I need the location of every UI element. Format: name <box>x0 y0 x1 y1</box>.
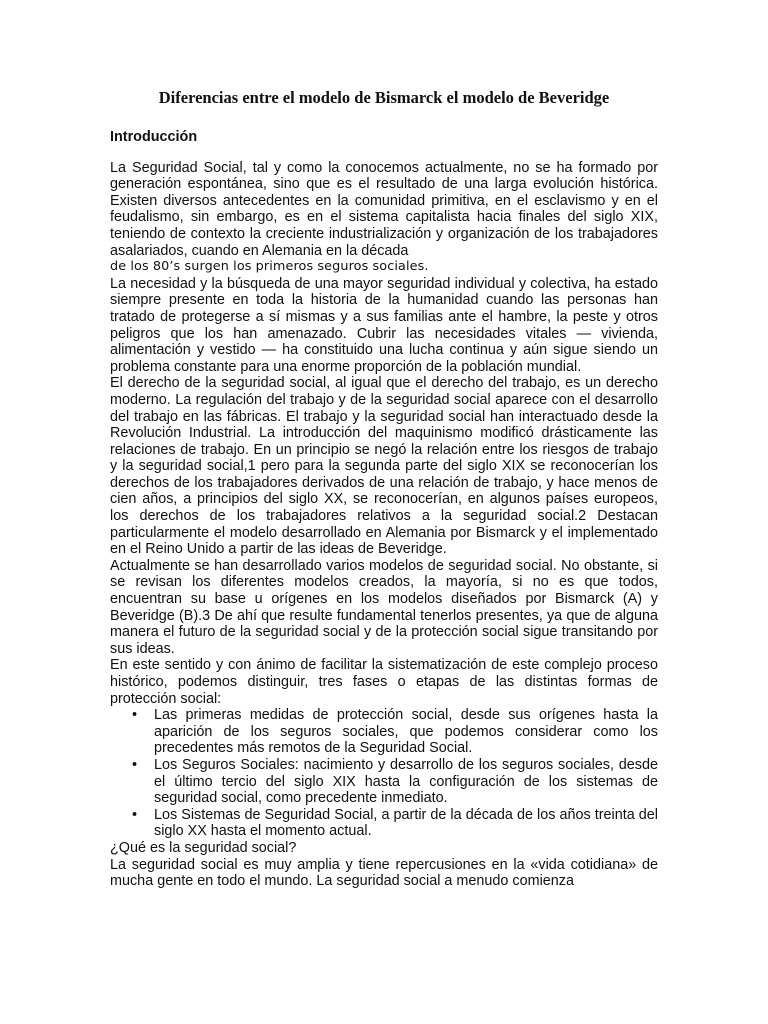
paragraph-definition: La seguridad social es muy amplia y tiene repercusiones en la «vida cotidiana» de mucha gente en todo el mundo. La seguridad social a menudo comienza <box>110 856 658 890</box>
paragraph-models: Actualmente se han desarrollado varios modelos de seguridad social. No obstante, si se revisan los diferentes modelos creados, la mayoría, si no es que todos, encuentran su base u orígenes en los modelos diseñados por Bismarck (A) y Beveridge (B).3 De ahí que resulte fundamental tenerlos presentes, ya que de alguna manera el futuro de la seguridad social y de la protección social sigue transitando por sus ideas. <box>110 557 658 657</box>
paragraph-origins <box>110 160 658 276</box>
paragraph-origins-text: La Seguridad Social, tal y como la conocemos actualmente, no se ha formado por generación espontánea, sino que es el resultado de una larga evolución histórica. Existen diversos antecedentes en la comunidad primitiva, en el esclavismo y en el feudalismo, sin embargo, es en el sistema capitalista hacia finales del siglo XIX, teniendo de contexto la creciente industrialización y organización de los trabajadores asalariados, cuando en Alemania en la década <box>110 159 658 259</box>
section-heading-introduction: Introducción <box>110 129 198 145</box>
question-heading: ¿Qué es la seguridad social? <box>110 839 297 856</box>
phases-list <box>110 707 658 840</box>
paragraph-phases-intro: En este sentido y con ánimo de facilitar la sistematización de este complejo proceso histórico, podemos distinguir, tres fases o etapas de las distintas formas de protección social: <box>110 657 658 707</box>
list-item: • Los Seguros Sociales: nacimiento y desarrollo de los seguros sociales, desde el último tercio del siglo XIX hasta la configuración de los sistemas de seguridad social, como precedente inmediato. <box>154 757 658 807</box>
list-item: • Los Sistemas de Seguridad Social, a partir de la década de los años treinta del siglo XX hasta el momento actual. <box>154 807 658 840</box>
paragraph-security-need: La necesidad y la búsqueda de una mayor seguridad individual y colectiva, ha estado siempre presente en toda la historia de la humanidad cuando las personas han tratado de protegerse a sí mismas y a sus familias ante el hambre, la peste y otros peligros que los han amenazado. Cubrir las necesidades vitales — vivienda, alimentación y vestido — ha constituido una lucha continua y aún sigue siendo un problema constante para una enorme proporción de la población mundial. <box>110 275 658 375</box>
document-page <box>110 88 658 890</box>
paragraph-origins-tail: de los 80’s surgen los primeros seguros sociales. <box>110 259 429 275</box>
list-item: • Las primeras medidas de protección social, desde sus orígenes hasta la aparición de los seguros sociales, que podemos considerar como los precedentes más remotos de la Seguridad Social. <box>154 707 658 757</box>
paragraph-modern-law: El derecho de la seguridad social, al igual que el derecho del trabajo, es un derecho moderno. La regulación del trabajo y de la seguridad social aparece con el desarrollo del trabajo en las fábricas. El trabajo y la seguridad social han interactuado desde la Revolución Industrial. La introducción del maquinismo modificó drásticamente las relaciones de trabajo. En un principio se negó la relación entre los riesgos de trabajo y la seguridad social,1 pero para la segunda parte del siglo XIX se reconocerían los derechos de los trabajadores derivados de una relación de trabajo, y hace menos de cien años, a principios del siglo XX, se reconocerían, en algunos países europeos, los derechos de los trabajadores relativos a la seguridad social.2 Destacan particularmente el modelo desarrollado en Alemania por Bismarck y el implementado en el Reino Unido a partir de las ideas de Beveridge. <box>110 375 658 558</box>
document-title: Diferencias entre el modelo de Bismarck el modelo de Beveridge <box>158 88 610 107</box>
